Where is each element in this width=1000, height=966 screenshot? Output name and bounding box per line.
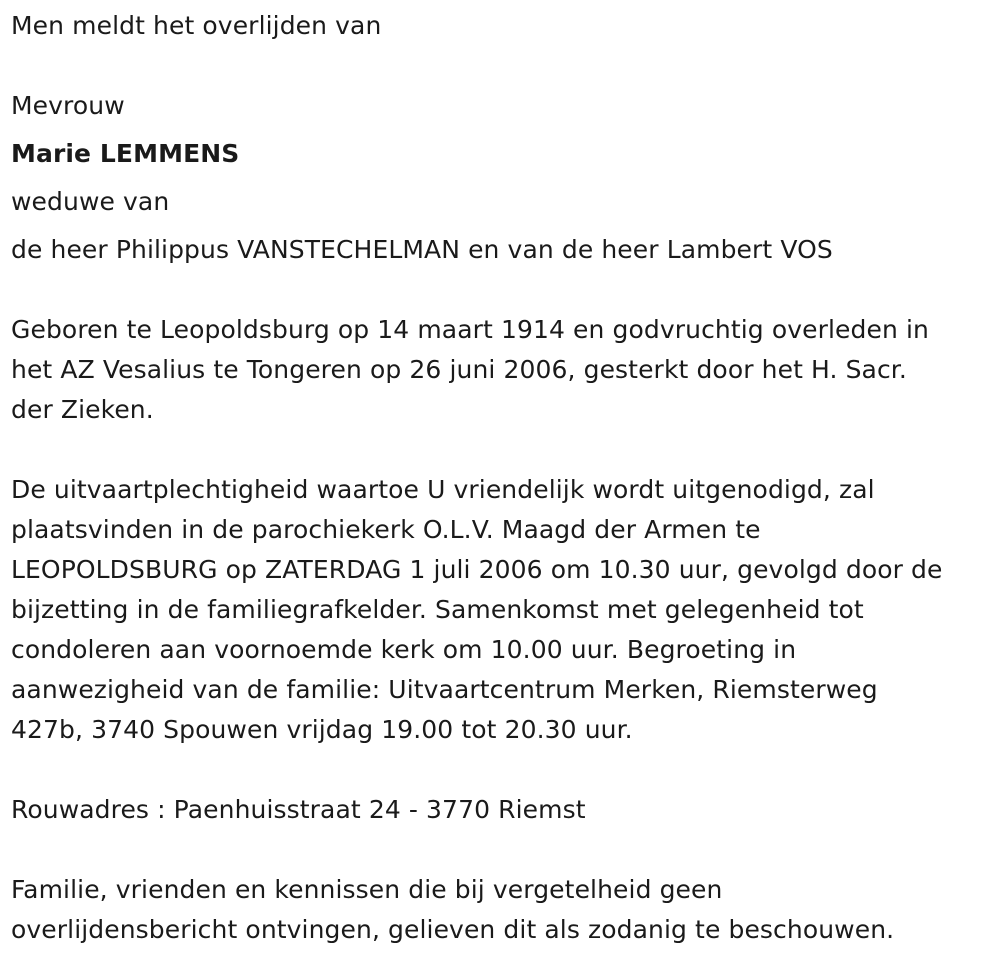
paragraph-line: der Zieken. (11, 395, 154, 424)
paragraph-line: overlijdensbericht ontvingen, gelieven dit als zodanig te beschouwen. (11, 915, 895, 944)
paragraph-line: condoleren aan voornoemde kerk om 10.00 uur. Begroeting in (11, 635, 797, 664)
mourning-address: Rouwadres : Paenhuisstraat 24 - 3770 Riemst (11, 795, 586, 824)
intro-text: Men meldt het overlijden van (11, 11, 382, 40)
paragraph-line: LEOPOLDSBURG op ZATERDAG 1 juli 2006 om 10.30 uur, gevolgd door de (11, 555, 943, 584)
paragraph-line: het AZ Vesalius te Tongeren op 26 juni 2006, gesterkt door het H. Sacr. (11, 355, 907, 384)
spouses-text: de heer Philippus VANSTECHELMAN en van de heer Lambert VOS (11, 235, 833, 264)
paragraph-line: Familie, vrienden en kennissen die bij vergetelheid geen (11, 875, 723, 904)
paragraph-line: De uitvaartplechtigheid waartoe U vriendelijk wordt uitgenodigd, zal (11, 475, 875, 504)
deceased-name: Marie LEMMENS (11, 139, 240, 168)
paragraph-line: bijzetting in de familiegrafkelder. Samenkomst met gelegenheid tot (11, 595, 864, 624)
paragraph-line: 427b, 3740 Spouwen vrijdag 19.00 tot 20.30 uur. (11, 715, 633, 744)
honorific: Mevrouw (11, 91, 125, 120)
paragraph-line: plaatsvinden in de parochiekerk O.L.V. Maagd der Armen te (11, 515, 761, 544)
paragraph-line: aanwezigheid van de familie: Uitvaartcentrum Merken, Riemsterweg (11, 675, 878, 704)
paragraph-line: Geboren te Leopoldsburg op 14 maart 1914 en godvruchtig overleden in (11, 315, 929, 344)
widow-of-label: weduwe van (11, 187, 170, 216)
